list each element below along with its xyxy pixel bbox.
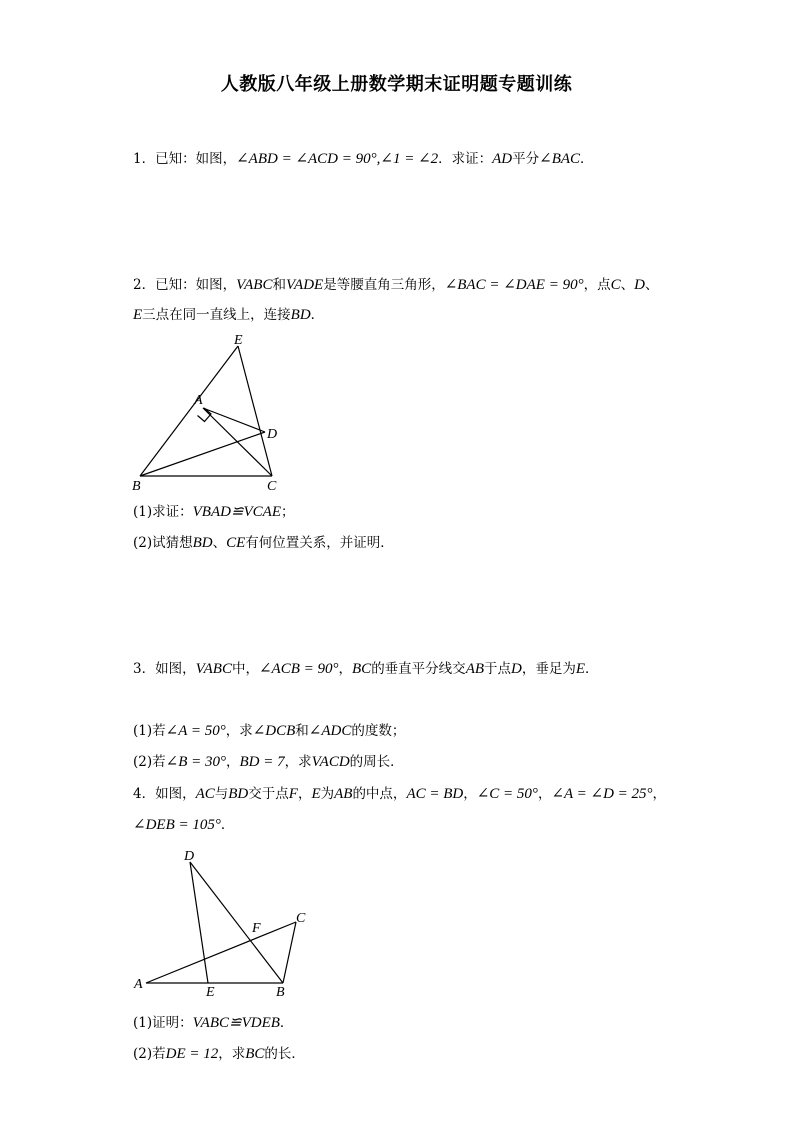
q2-lead: 2．已知：如图， bbox=[133, 277, 237, 293]
q3-p2-t3: 的周长． bbox=[349, 754, 404, 770]
q4-p1-end: ． bbox=[279, 1015, 294, 1031]
q2-sep-1: 、 bbox=[620, 277, 635, 293]
q2-text-a: 是等腰直角三角形， bbox=[323, 277, 445, 293]
q3-p2-angle: ∠B = 30° bbox=[165, 754, 226, 770]
q2-line-bd bbox=[140, 432, 265, 476]
q1-goal-ad: AD bbox=[492, 151, 513, 167]
q4-t9: ． bbox=[220, 817, 235, 833]
q4-t8: ， bbox=[652, 786, 667, 802]
q4-eq3: ∠A = ∠D = 25° bbox=[551, 786, 653, 802]
q4-line-db bbox=[190, 862, 283, 983]
q4-p2-de: DE = 12 bbox=[165, 1046, 219, 1062]
q2-part2-lead: (2)试猜想 bbox=[133, 535, 193, 551]
q2-part2-ce: CE bbox=[226, 535, 246, 551]
q3-part-1 bbox=[133, 722, 405, 740]
q1-mid: ．求证： bbox=[438, 151, 493, 167]
q2-line-eb bbox=[140, 346, 238, 476]
q2-point-d: D bbox=[634, 277, 645, 293]
q2-point-e: E bbox=[133, 307, 143, 323]
page-title: 人教版八年级上册数学期末证明题专题训练 bbox=[220, 74, 573, 95]
q4-t5: 的中点， bbox=[352, 786, 407, 802]
q4-p1-lead: (1)证明： bbox=[133, 1015, 193, 1031]
q2-label-d: D bbox=[267, 427, 278, 442]
q4-line-cb bbox=[283, 922, 296, 983]
q4-line-de bbox=[190, 862, 208, 983]
q2-line-ec bbox=[238, 346, 272, 476]
q4-figure bbox=[128, 840, 318, 1005]
question-2-line-1 bbox=[133, 276, 658, 294]
q2-label-e: E bbox=[234, 333, 243, 348]
question-2-line-2 bbox=[133, 306, 324, 324]
q4-p2-t1: ，求 bbox=[218, 1046, 246, 1062]
q4-part-2 bbox=[133, 1045, 305, 1063]
q1-lead: 1．已知：如图， bbox=[133, 151, 237, 167]
q3-d: D bbox=[511, 661, 522, 677]
q2-figure bbox=[125, 330, 295, 495]
q2-label-b: B bbox=[132, 479, 141, 494]
q2-part-1 bbox=[133, 503, 295, 521]
q4-p2-t2: 的长． bbox=[264, 1046, 305, 1062]
q4-f: F bbox=[288, 786, 298, 802]
q4-label-a: A bbox=[134, 977, 143, 992]
q3-p2-bd: BD = 7 bbox=[239, 754, 285, 770]
q4-label-e: E bbox=[206, 985, 215, 1000]
q4-t4: 为 bbox=[320, 786, 335, 802]
q3-p1-t3: 的度数； bbox=[351, 723, 406, 739]
q3-angle: ∠ACB = 90° bbox=[258, 661, 339, 677]
q4-part-1 bbox=[133, 1014, 293, 1032]
q2-part1-congruence: VBAD≌VCAE bbox=[192, 504, 282, 520]
q3-lead: 3．如图， bbox=[133, 661, 196, 677]
q4-bd: BD bbox=[228, 786, 249, 802]
q2-end: ． bbox=[310, 307, 325, 323]
q2-part2-sep: 、 bbox=[212, 535, 227, 551]
q3-bc: BC bbox=[352, 661, 372, 677]
q4-t7: ， bbox=[537, 786, 552, 802]
q3-e: E bbox=[575, 661, 586, 677]
q3-t6: ． bbox=[585, 661, 599, 677]
q2-text-b: ，点 bbox=[583, 277, 611, 293]
q2-sep-2: 、 bbox=[644, 277, 659, 293]
q4-line-ac bbox=[146, 922, 296, 983]
q1-goal-angle: ∠BAC bbox=[539, 151, 581, 167]
q4-eq2: ∠C = 50° bbox=[476, 786, 538, 802]
q3-p1-adc: ∠ADC bbox=[308, 723, 352, 739]
q3-p1-dcb: ∠DCB bbox=[252, 723, 296, 739]
q4-ac: AC bbox=[195, 786, 215, 802]
q4-label-c: C bbox=[296, 911, 306, 926]
q3-p1-t1: ，求 bbox=[225, 723, 253, 739]
q3-triangle: VABC bbox=[195, 661, 232, 677]
q2-and: 和 bbox=[272, 277, 286, 293]
q4-p1-congruence: VABC≌VDEB bbox=[192, 1015, 280, 1031]
q2-triangle-abc: VABC bbox=[236, 277, 273, 293]
q3-p2-t1: ， bbox=[225, 754, 240, 770]
q2-part-2 bbox=[133, 534, 394, 552]
q3-t1: 中， bbox=[231, 661, 259, 677]
q4-eq4: ∠DEB = 105° bbox=[133, 817, 221, 833]
q1-end: ． bbox=[580, 151, 594, 167]
q4-lead: 4．如图， bbox=[133, 786, 196, 802]
q4-label-d: D bbox=[184, 849, 195, 864]
q2-label-c: C bbox=[267, 479, 277, 494]
q2-angle-condition: ∠BAC = ∠DAE = 90° bbox=[444, 277, 584, 293]
q4-label-f: F bbox=[252, 921, 261, 936]
question-1 bbox=[133, 150, 594, 168]
q2-segment-bd: BD bbox=[290, 307, 311, 323]
q3-p2-t2: ，求 bbox=[284, 754, 312, 770]
q3-t4: 于点 bbox=[484, 661, 512, 677]
q2-text-c: 三点在同一直线上，连接 bbox=[142, 307, 291, 323]
q4-p2-lead: (2)若 bbox=[133, 1046, 166, 1062]
q4-t2: 交于点 bbox=[248, 786, 289, 802]
q4-ab: AB bbox=[334, 786, 353, 802]
q4-t1: 与 bbox=[214, 786, 229, 802]
q4-label-b: B bbox=[276, 985, 285, 1000]
q3-p1-t2: 和 bbox=[295, 723, 309, 739]
q1-goal-text: 平分 bbox=[512, 151, 540, 167]
q4-t3: ， bbox=[297, 786, 312, 802]
q2-triangle-ade: VADE bbox=[285, 277, 324, 293]
q1-condition: ∠ABD = ∠ACD = 90°,∠1 = ∠2 bbox=[236, 151, 439, 167]
q3-t5: ，垂足为 bbox=[521, 661, 576, 677]
q2-part2-text: 有何位置关系，并证明． bbox=[245, 535, 394, 551]
question-3 bbox=[133, 660, 599, 678]
q4-eq1: AC = BD bbox=[406, 786, 464, 802]
q3-ab: AB bbox=[465, 661, 485, 677]
question-4-line-1 bbox=[133, 785, 666, 803]
q3-p2-lead: (2)若 bbox=[133, 754, 166, 770]
q4-p2-bc: BC bbox=[245, 1046, 265, 1062]
q3-p1-angle: ∠A = 50° bbox=[165, 723, 226, 739]
q2-part1-end: ； bbox=[281, 504, 295, 520]
q3-p1-lead: (1)若 bbox=[133, 723, 166, 739]
q3-p2-triangle: VACD bbox=[311, 754, 350, 770]
q4-t6: ， bbox=[463, 786, 477, 802]
q3-t2: ， bbox=[338, 661, 353, 677]
question-4-line-2 bbox=[133, 816, 234, 834]
q3-t3: 的垂直平分线交 bbox=[371, 661, 466, 677]
q2-label-a: A bbox=[194, 393, 203, 408]
q4-e: E bbox=[311, 786, 321, 802]
q2-part2-bd: BD bbox=[192, 535, 213, 551]
q3-part-2 bbox=[133, 753, 404, 771]
q2-part1-lead: (1)求证： bbox=[133, 504, 193, 520]
q2-point-c: C bbox=[610, 277, 621, 293]
